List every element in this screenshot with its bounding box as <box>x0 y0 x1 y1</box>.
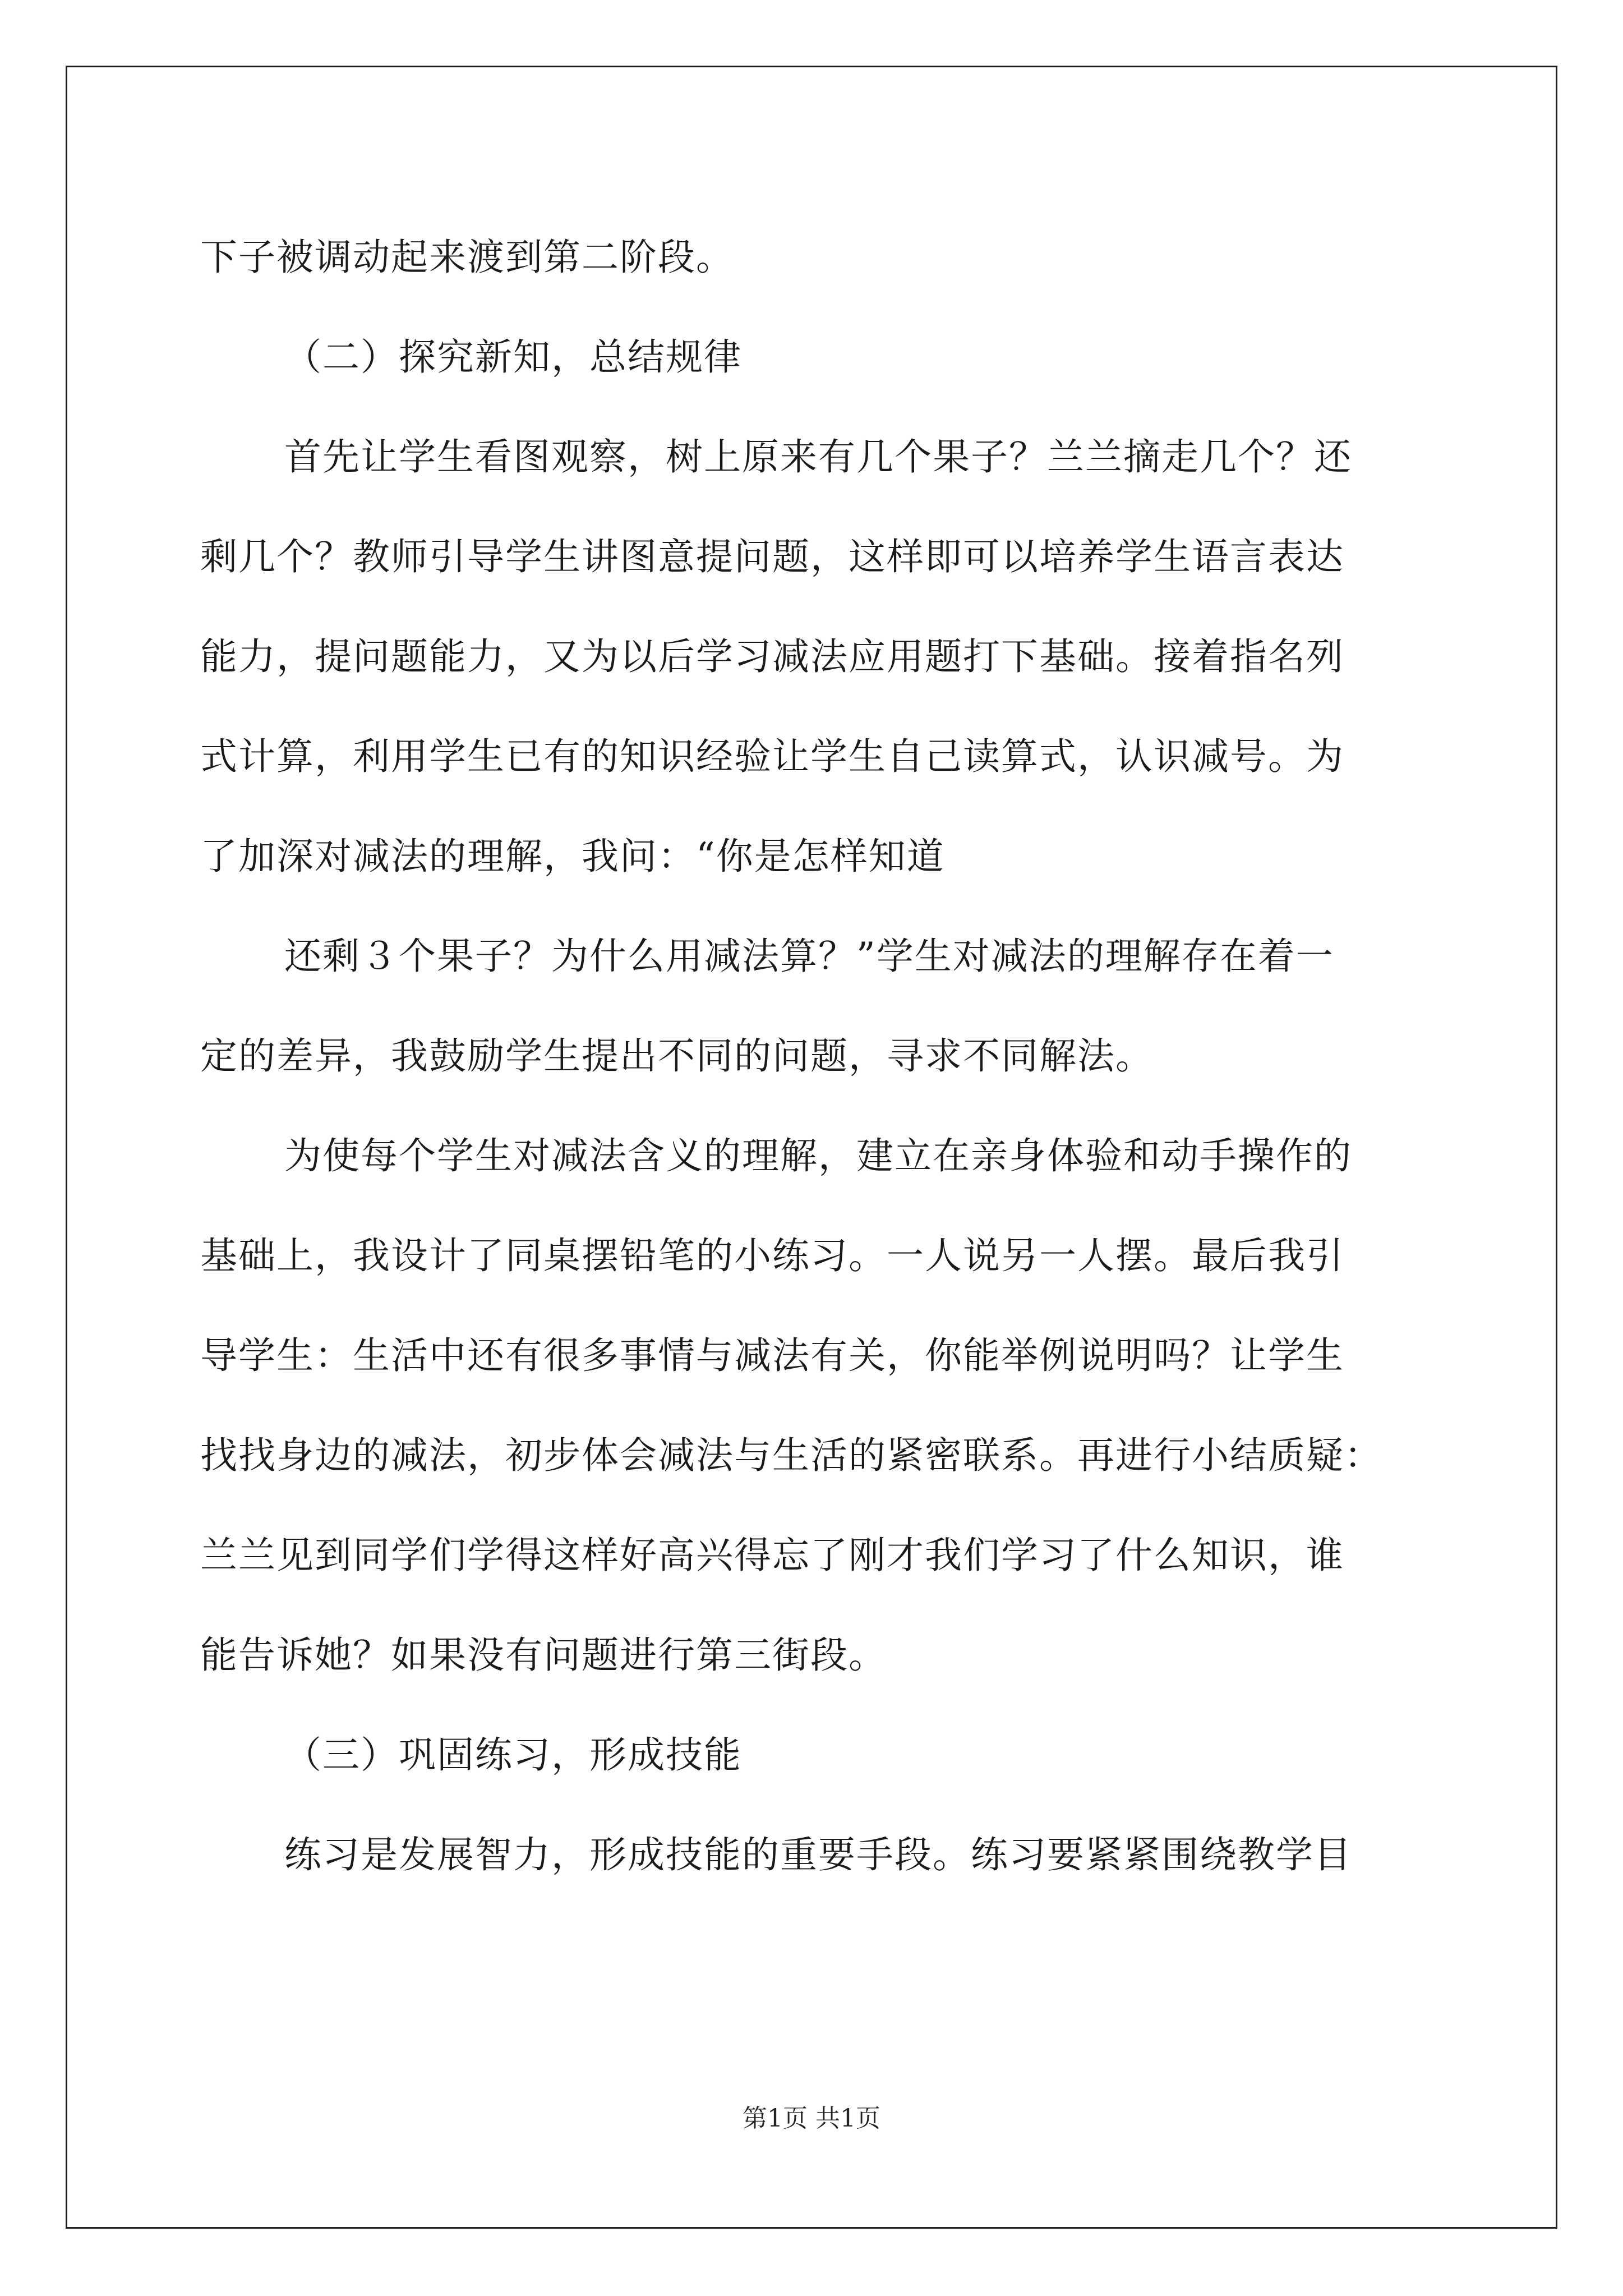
document-body <box>200 208 1456 1905</box>
section-heading: （三）巩固练习，形成技能 <box>284 1733 742 1777</box>
text-line: 还剩３个果子？为什么用减法算？”学生对减法的理解存在着一 <box>284 935 1334 978</box>
text-line: 为使每个学生对减法含义的理解，建立在亲身体验和动手操作的 <box>284 1134 1352 1177</box>
text-line: 导学生：生活中还有很多事情与减法有关，你能举例说明吗？让学生 <box>200 1334 1344 1377</box>
text-line: 了加深对减法的理解，我问：“你是怎样知道 <box>200 835 945 878</box>
page-footer: 第1页 共1页 <box>743 2104 880 2133</box>
text-line: 能力，提问题能力，又为以后学习减法应用题打下基础。接着指名列 <box>200 635 1344 678</box>
text-line: 基础上，我设计了同桌摆铅笔的小练习。一人说另一人摆。最后我引 <box>200 1234 1344 1277</box>
text-line: 能告诉她？如果没有问题进行第三街段。 <box>200 1634 887 1677</box>
text-line: 首先让学生看图观察，树上原来有几个果子？兰兰摘走几个？还 <box>284 435 1352 478</box>
text-line: 剩几个？教师引导学生讲图意提问题，这样即可以培养学生语言表达 <box>200 535 1344 578</box>
text-line: 练习是发展智力，形成技能的重要手段。练习要紧紧围绕教学目 <box>284 1833 1352 1876</box>
text-line: 找找身边的减法，初步体会减法与生活的紧密联系。再进行小结质疑： <box>200 1434 1382 1477</box>
section-heading: （二）探究新知，总结规律 <box>284 335 742 379</box>
text-line: 式计算，利用学生已有的知识经验让学生自己读算式，认识减号。为 <box>200 735 1344 778</box>
text-line: 下子被调动起来渡到第二阶段。 <box>200 236 734 279</box>
text-line: 定的差异，我鼓励学生提出不同的问题，寻求不同解法。 <box>200 1034 1154 1078</box>
text-line: 兰兰见到同学们学得这样好高兴得忘了刚才我们学习了什么知识，谁 <box>200 1534 1344 1577</box>
